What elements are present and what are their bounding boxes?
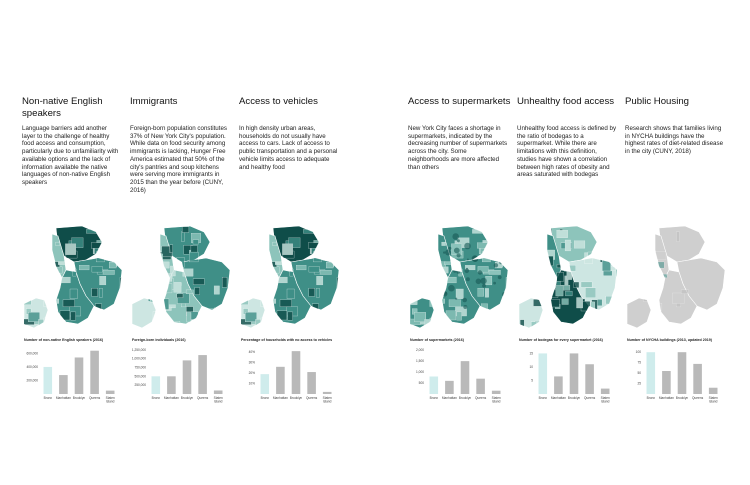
bar-queens [585,364,594,394]
bar-manhattan [167,376,176,394]
y-tick-label: 1,000,000 [131,356,146,361]
bar-bronx [152,376,161,394]
x-tick-label: Island [213,399,223,404]
y-tick-label: 1,250,000 [131,347,146,352]
bar-manhattan [662,371,671,394]
chart-title: Foreign-born individuals (2016) [132,338,186,342]
x-tick-label: Manhattan [658,396,674,400]
bar-bronx [647,352,656,394]
chart-container [239,332,339,412]
x-tick-label: Manhattan [272,396,288,400]
bar-brooklyn [461,361,470,394]
bar-chart [625,332,725,412]
bar-queens [693,364,702,394]
x-tick-label: Island [322,399,332,404]
bar-queens [307,372,316,394]
bar-queens [90,351,99,394]
x-tick-label: Brooklyn [675,396,689,400]
chart-container [408,332,508,412]
map-container [517,226,617,330]
bar-queens [198,355,207,394]
y-tick-label: 30% [248,360,255,365]
chart-container [517,332,617,412]
bar-chart [239,332,339,412]
map-container [239,226,339,330]
y-tick-label: 10 [529,364,533,369]
panel-description: Foreign-born population constitutes 37% of New York City's population. While data on food security among immigrants is lacking, Hunger Free America estimated that 50% of the city's pantries and soup kitchens were serving more immigrants in 2015 than the year before (CUNY, 2016) [130,125,227,194]
y-tick-label: 25 [637,381,641,386]
x-tick-label: Manhattan [550,396,566,400]
panel-title: Public Housing [625,96,689,107]
x-tick-label: Manhattan [441,396,457,400]
map-container [408,226,508,330]
x-tick-label: Island [708,399,718,404]
x-tick-label: Staten [491,396,501,400]
x-tick-label: Brooklyn [458,396,472,400]
panel-1 [22,0,122,485]
bar-bronx [261,374,270,394]
x-tick-label: Queens [89,396,101,400]
chart-title: Number of NYCHA buildings (2013, updated 2019) [627,338,712,342]
bar-bronx [44,367,53,394]
y-tick-label: 10% [248,381,255,386]
bar-chart [22,332,122,412]
panel-description: Language barriers add another layer to the challenge of healthy food access and consumption, particularly due to unfamiliarity with available options and the lack of information available the native languages of non-native English speakers [22,125,119,186]
y-tick-label: 20% [248,371,255,376]
x-tick-label: Bronx [151,396,160,400]
x-tick-label: Bronx [646,396,655,400]
choropleth-map [239,226,339,330]
chart-title: Percentage of households with no access to vehicles [241,338,333,342]
x-tick-label: Staten [708,396,718,400]
bar-bronx [430,376,439,394]
choropleth-map [625,226,725,330]
bar-staten-island [601,389,610,394]
panel-4 [408,0,511,485]
panel-description: In high density urban areas, households do not usually have access to cars. Lack of access to public transportation and a personal vehicle limits access to adequate and healthy food [239,125,338,171]
map-container [130,226,230,330]
bar-manhattan [59,375,68,394]
bar-chart [517,332,617,412]
x-tick-label: Queens [475,396,487,400]
bar-chart [130,332,230,412]
choropleth-map [517,226,617,330]
x-tick-label: Brooklyn [289,396,303,400]
panel-6 [625,0,725,485]
chart-title: Number of non-native English speakers (2016) [24,338,104,342]
y-tick-label: 250,000 [134,383,146,388]
bar-manhattan [554,376,563,394]
y-tick-label: 15 [529,351,533,356]
x-tick-label: Island [600,399,610,404]
y-tick-label: 400,000 [26,364,38,369]
panel-title: Unhealthy food access [517,96,615,107]
panel-description: Unhealthy food access is defined by the ratio of bodegas to a supermarket. While there are limitations with this definition, studies have shown a correlation between high rates of obesity and areas saturated with bodegas [517,125,617,179]
x-tick-label: Staten [105,396,115,400]
x-tick-label: Staten [600,396,610,400]
bar-manhattan [445,381,454,394]
y-tick-label: 600,000 [26,351,38,356]
bar-brooklyn [75,357,84,394]
x-tick-label: Island [105,399,115,404]
borough-staten [627,298,651,328]
bar-brooklyn [678,352,687,394]
borough-staten [132,298,156,328]
y-tick-label: 1,500 [416,359,424,364]
x-tick-label: Bronx [43,396,52,400]
panel-2 [130,0,230,485]
bar-chart [408,332,508,412]
bar-manhattan [276,367,285,394]
chart-container [22,332,122,412]
panel-description: Research shows that families living in NYCHA buildings have the highest rates of diet-related disease in the city (CUNY, 2018) [625,125,724,156]
bar-staten-island [709,388,718,394]
panel-5 [517,0,617,485]
x-tick-label: Staten [213,396,223,400]
y-tick-label: 2,000 [416,348,424,353]
bar-staten-island [323,392,332,394]
y-tick-label: 200,000 [26,378,38,383]
x-tick-label: Queens [692,396,704,400]
panel-title: Non-native English speakers [22,96,103,119]
bar-bronx [539,353,548,394]
bar-staten-island [106,391,115,394]
choropleth-map [408,226,508,330]
x-tick-label: Queens [197,396,209,400]
bar-staten-island [214,390,223,394]
y-tick-label: 40% [248,350,255,355]
y-tick-label: 100 [635,350,641,355]
panel-description: New York City faces a shortage in supermarkets, indicated by the decreasing number of supermarkets across the city. Some neighborhoods are more affected than others [408,125,508,171]
map-container [625,226,725,330]
x-tick-label: Island [491,399,501,404]
x-tick-label: Brooklyn [72,396,86,400]
panel-title: Access to vehicles [239,96,318,107]
bar-brooklyn [292,351,301,394]
choropleth-map [130,226,230,330]
x-tick-label: Bronx [260,396,269,400]
bar-queens [476,379,485,394]
panel-3 [239,0,339,485]
bar-staten-island [492,391,501,394]
x-tick-label: Manhattan [163,396,179,400]
x-tick-label: Queens [306,396,318,400]
x-tick-label: Bronx [429,396,438,400]
y-tick-label: 75 [637,360,641,365]
chart-title: Number of bodegas for every supermarket (2016) [519,338,603,342]
chart-container [130,332,230,412]
map-container [22,226,122,330]
chart-container [625,332,725,412]
y-tick-label: 1,000 [416,370,424,375]
y-tick-label: 5 [531,378,533,383]
bar-brooklyn [570,353,579,394]
x-tick-label: Manhattan [55,396,71,400]
x-tick-label: Brooklyn [180,396,194,400]
x-tick-label: Brooklyn [567,396,581,400]
bar-brooklyn [183,360,192,394]
y-tick-label: 750,000 [134,365,146,370]
x-tick-label: Bronx [538,396,547,400]
x-tick-label: Staten [322,396,332,400]
y-tick-label: 50 [637,371,641,376]
panel-title: Access to supermarkets [408,96,511,107]
chart-title: Number of supermarkets (2016) [410,338,464,342]
y-tick-label: 500,000 [134,374,146,379]
y-tick-label: 500 [418,381,424,385]
x-tick-label: Queens [584,396,596,400]
panel-title: Immigrants [130,96,178,107]
choropleth-map [22,226,122,330]
